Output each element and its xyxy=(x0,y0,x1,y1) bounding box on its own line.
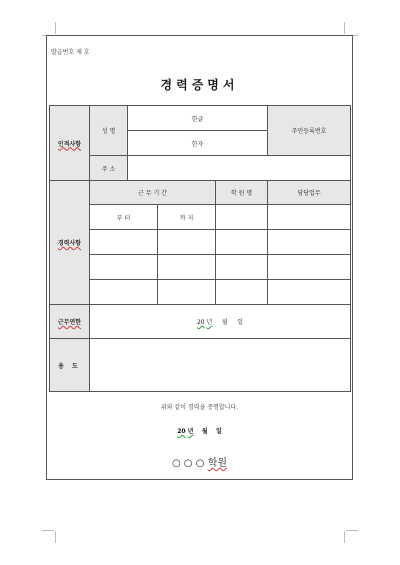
from-label: 부 터 xyxy=(90,205,158,230)
career-cell[interactable] xyxy=(158,280,216,305)
issue-number-label: 발급번호 제 호 xyxy=(51,49,90,56)
career-cell[interactable] xyxy=(268,280,351,305)
career-cell[interactable] xyxy=(158,255,216,280)
career-cell[interactable] xyxy=(268,230,351,255)
crop-mark xyxy=(55,531,56,543)
crop-mark xyxy=(344,531,345,543)
career-cell[interactable] xyxy=(216,205,268,230)
service-day-label: 일 xyxy=(237,319,244,326)
signature-suffix: 학원 xyxy=(207,458,228,469)
document-page xyxy=(46,35,353,480)
career-cell[interactable] xyxy=(268,205,351,230)
school-header: 학 원 명 xyxy=(216,181,268,205)
address-label: 주 소 xyxy=(90,156,128,181)
service-month-label: 월 xyxy=(221,319,228,326)
career-cell[interactable] xyxy=(90,255,158,280)
crop-mark xyxy=(42,530,54,531)
issue-date xyxy=(47,426,352,435)
name-label: 성 명 xyxy=(90,106,128,156)
duty-header: 담당업무 xyxy=(268,181,351,205)
hangul-label: 한글 xyxy=(191,115,204,123)
crop-mark xyxy=(344,22,345,34)
signature-line xyxy=(47,454,352,469)
confirm-text: 위와 같이 경력을 증명합니다. xyxy=(160,404,239,411)
service-year-prefix: 20 xyxy=(196,319,205,326)
career-cell[interactable] xyxy=(268,255,351,280)
period-header: 근 무 기 간 xyxy=(90,181,216,205)
career-cell[interactable] xyxy=(158,230,216,255)
personal-section-label: 인적사항 xyxy=(50,106,90,181)
footer-year-label: 년 xyxy=(187,428,194,435)
purpose-label: 용 도 xyxy=(50,339,90,392)
career-cell[interactable] xyxy=(216,255,268,280)
signature-circles: ○ ○ ○ xyxy=(171,458,205,469)
hangul-name-field[interactable] xyxy=(128,106,268,131)
career-cell[interactable] xyxy=(216,230,268,255)
career-cell[interactable] xyxy=(90,280,158,305)
footer-month-label: 월 xyxy=(201,428,208,435)
service-year-label: 년 xyxy=(206,319,213,326)
title-text: 경력증명서 xyxy=(160,78,239,92)
career-cell[interactable] xyxy=(216,280,268,305)
footer-year-prefix: 20 xyxy=(177,428,186,435)
certificate-form xyxy=(49,105,351,392)
crop-mark xyxy=(55,22,56,34)
footer-day-label: 일 xyxy=(215,428,222,435)
address-field[interactable] xyxy=(128,156,351,181)
rrn-label: 주민등록번호 xyxy=(268,106,351,156)
service-date-field[interactable] xyxy=(90,305,351,339)
hanja-label: 한자 xyxy=(191,140,204,148)
to-label: 까 지 xyxy=(158,205,216,230)
career-section-label: 경력사항 xyxy=(50,181,90,305)
purpose-field[interactable] xyxy=(90,339,351,392)
crop-mark xyxy=(346,530,358,531)
career-cell[interactable] xyxy=(90,230,158,255)
hanja-name-field[interactable] xyxy=(128,131,268,156)
service-section-label: 근무연한 xyxy=(50,305,90,339)
document-title xyxy=(47,76,352,93)
